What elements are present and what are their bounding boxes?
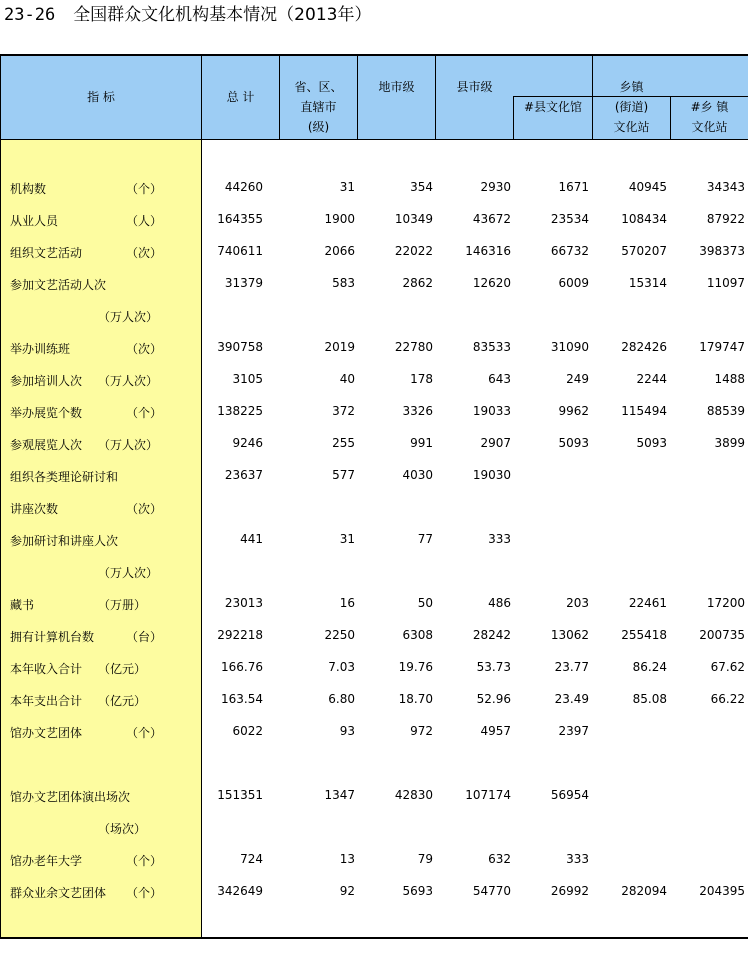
row-unit: （亿元） [98, 694, 147, 708]
cell-value: 991 [410, 436, 433, 450]
table-row [0, 172, 748, 204]
row-label: 本年支出合计 [10, 694, 83, 708]
row-unit: （场次） [98, 822, 147, 836]
cell-value: 282426 [621, 340, 667, 354]
table-row [0, 876, 748, 908]
cell-value: 2862 [402, 276, 433, 290]
table-row [0, 428, 748, 460]
header-county: 县市级 [456, 80, 493, 94]
cell-value: 740611 [217, 244, 263, 258]
cell-value: 354 [410, 180, 433, 194]
bottom-border [0, 937, 748, 939]
cell-value: 83533 [472, 340, 511, 354]
cell-value: 66732 [550, 244, 589, 258]
cell-value: 53.73 [476, 660, 511, 674]
cell-value: 40945 [628, 180, 667, 194]
cell-value: 87922 [706, 212, 745, 226]
cell-value: 164355 [217, 212, 263, 226]
cell-value: 4957 [480, 724, 511, 738]
cell-value: 138225 [217, 404, 263, 418]
row-unit: （个） [126, 406, 163, 420]
cell-value: 2907 [480, 436, 511, 450]
cell-value: 972 [410, 724, 433, 738]
cell-value: 19030 [472, 468, 511, 482]
row-unit: （人） [126, 214, 163, 228]
row-unit: （万人次） [98, 310, 159, 324]
cell-value: 93 [339, 724, 355, 738]
page-title [4, 4, 371, 26]
cell-value: 9246 [232, 436, 263, 450]
row-label: 本年收入合计 [10, 662, 83, 676]
table-row [0, 204, 748, 236]
table-row [0, 492, 748, 524]
cell-value: 9962 [558, 404, 589, 418]
cell-value: 31379 [224, 276, 263, 290]
cell-value: 3105 [232, 372, 263, 386]
cell-value: 6308 [402, 628, 433, 642]
row-label: 参加研讨和讲座人次 [10, 534, 119, 548]
cell-value: 79 [417, 852, 433, 866]
cell-value: 15314 [628, 276, 667, 290]
cell-value: 632 [488, 852, 511, 866]
cell-value: 1900 [324, 212, 355, 226]
cell-value: 11097 [706, 276, 745, 290]
cell-value: 86.24 [632, 660, 667, 674]
row-label: 讲座次数 [10, 502, 59, 516]
cell-value: 282094 [621, 884, 667, 898]
cell-value: 28242 [472, 628, 511, 642]
row-label: 馆办老年大学 [10, 854, 83, 868]
cell-value: 6022 [232, 724, 263, 738]
table-row [0, 396, 748, 428]
cell-value: 179747 [699, 340, 745, 354]
cell-value: 22780 [394, 340, 433, 354]
cell-value: 52.96 [476, 692, 511, 706]
cell-value: 2066 [324, 244, 355, 258]
cell-value: 13 [339, 852, 355, 866]
row-label: 参加培训人次 [10, 374, 83, 388]
table-row [0, 300, 748, 332]
cell-value: 333 [488, 532, 511, 546]
cell-value: 2397 [558, 724, 589, 738]
cell-value: 570207 [621, 244, 667, 258]
cell-value: 23.77 [554, 660, 589, 674]
row-label: 举办展览个数 [10, 406, 83, 420]
cell-value: 255418 [621, 628, 667, 642]
cell-value: 486 [488, 596, 511, 610]
cell-value: 292218 [217, 628, 263, 642]
cell-value: 26992 [550, 884, 589, 898]
cell-value: 50 [417, 596, 433, 610]
row-unit: （个） [126, 886, 163, 900]
table-row [0, 620, 748, 652]
table-row [0, 268, 748, 300]
row-label: 组织各类理论研讨和 [10, 470, 119, 484]
row-unit: （个） [126, 182, 163, 196]
table-row [0, 364, 748, 396]
cell-value: 13062 [550, 628, 589, 642]
cell-value: 85.08 [632, 692, 667, 706]
cell-value: 3326 [402, 404, 433, 418]
header-total: 总 计 [226, 90, 255, 104]
row-unit: （万人次） [98, 374, 159, 388]
table-title: 全国群众文化机构基本情况（2013年） [73, 5, 372, 25]
row-label: 馆办文艺团体 [10, 726, 83, 740]
top-border [0, 54, 748, 56]
cell-value: 92 [339, 884, 355, 898]
header-county-hall: #县文化馆 [523, 100, 583, 114]
row-label: 参加文艺活动人次 [10, 278, 107, 292]
cell-value: 6.80 [328, 692, 355, 706]
cell-value: 2019 [324, 340, 355, 354]
cell-value: 23.49 [554, 692, 589, 706]
cell-value: 200735 [699, 628, 745, 642]
cell-value: 42830 [394, 788, 433, 802]
cell-value: 1488 [714, 372, 745, 386]
cell-value: 56954 [550, 788, 589, 802]
cell-value: 146316 [465, 244, 511, 258]
cell-value: 166.76 [221, 660, 263, 674]
cell-value: 19.76 [398, 660, 433, 674]
row-unit: （次） [126, 246, 163, 260]
row-unit: （次） [126, 342, 163, 356]
cell-value: 1671 [558, 180, 589, 194]
cell-value: 108434 [621, 212, 667, 226]
cell-value: 2930 [480, 180, 511, 194]
cell-value: 77 [417, 532, 433, 546]
col-divider-3 [435, 55, 436, 139]
cell-value: 34343 [706, 180, 745, 194]
cell-value: 16 [339, 596, 355, 610]
cell-value: 398373 [699, 244, 745, 258]
cell-value: 17200 [706, 596, 745, 610]
cell-value: 31 [339, 532, 355, 546]
cell-value: 1347 [324, 788, 355, 802]
cell-value: 19033 [472, 404, 511, 418]
cell-value: 43672 [472, 212, 511, 226]
row-label: 举办训练班 [10, 342, 71, 356]
cell-value: 66.22 [710, 692, 745, 706]
header-township-station: #乡 镇 文化站 [690, 100, 729, 134]
cell-value: 163.54 [221, 692, 263, 706]
table-row [0, 652, 748, 684]
cell-value: 203 [566, 596, 589, 610]
header-city: 地市级 [378, 80, 415, 94]
header-township: (街道) 文化站 [613, 100, 650, 134]
cell-value: 23534 [550, 212, 589, 226]
row-unit: （个） [126, 726, 163, 740]
cell-value: 2250 [324, 628, 355, 642]
row-unit: （台） [126, 630, 163, 644]
cell-value: 724 [240, 852, 263, 866]
cell-value: 3899 [714, 436, 745, 450]
header-province: 省、区、 直辖市 (级) [294, 80, 343, 134]
cell-value: 88539 [706, 404, 745, 418]
row-unit: （万册） [98, 598, 147, 612]
cell-value: 6009 [558, 276, 589, 290]
table-row [0, 780, 748, 812]
row-label: 群众业余文艺团体 [10, 886, 107, 900]
table-row [0, 684, 748, 716]
cell-value: 23013 [224, 596, 263, 610]
row-label: 组织文艺活动 [10, 246, 83, 260]
row-label: 拥有计算机台数 [10, 630, 95, 644]
cell-value: 67.62 [710, 660, 745, 674]
col-divider-2 [357, 55, 358, 139]
cell-value: 23637 [224, 468, 263, 482]
cell-value: 107174 [465, 788, 511, 802]
cell-value: 333 [566, 852, 589, 866]
row-label: 藏书 [10, 598, 35, 612]
row-label: 馆办文艺团体演出场次 [10, 790, 131, 804]
table-row [0, 588, 748, 620]
cell-value: 577 [332, 468, 355, 482]
table-row [0, 844, 748, 876]
row-label: 机构数 [10, 182, 47, 196]
cell-value: 583 [332, 276, 355, 290]
header-bottom-border [0, 139, 748, 140]
cell-value: 5093 [558, 436, 589, 450]
cell-value: 115494 [621, 404, 667, 418]
cell-value: 22461 [628, 596, 667, 610]
table-row [0, 556, 748, 588]
cell-value: 441 [240, 532, 263, 546]
row-unit: （亿元） [98, 662, 147, 676]
row-label: 从业人员 [10, 214, 59, 228]
cell-value: 372 [332, 404, 355, 418]
header-township-top: 乡镇 [619, 80, 644, 94]
cell-value: 12620 [472, 276, 511, 290]
table-row [0, 524, 748, 556]
cell-value: 4030 [402, 468, 433, 482]
cell-value: 643 [488, 372, 511, 386]
cell-value: 18.70 [398, 692, 433, 706]
cell-value: 7.03 [328, 660, 355, 674]
row-label: 参观展览人次 [10, 438, 83, 452]
row-unit: （个） [126, 854, 163, 868]
cell-value: 10349 [394, 212, 433, 226]
cell-value: 178 [410, 372, 433, 386]
cell-value: 2244 [636, 372, 667, 386]
table-row [0, 748, 748, 780]
cell-value: 5093 [636, 436, 667, 450]
cell-value: 249 [566, 372, 589, 386]
table-row [0, 812, 748, 844]
table-row [0, 716, 748, 748]
cell-value: 151351 [217, 788, 263, 802]
table-row [0, 332, 748, 364]
cell-value: 54770 [472, 884, 511, 898]
row-unit: （万人次） [98, 438, 159, 452]
cell-value: 5693 [402, 884, 433, 898]
table-row [0, 460, 748, 492]
cell-value: 40 [339, 372, 355, 386]
header-indicator: 指 标 [87, 90, 115, 104]
table-number: 23-26 [4, 5, 56, 25]
cell-value: 255 [332, 436, 355, 450]
cell-value: 44260 [224, 180, 263, 194]
cell-value: 342649 [217, 884, 263, 898]
cell-value: 390758 [217, 340, 263, 354]
cell-value: 204395 [699, 884, 745, 898]
table-row [0, 236, 748, 268]
cell-value: 31 [339, 180, 355, 194]
row-unit: （次） [126, 502, 163, 516]
cell-value: 22022 [394, 244, 433, 258]
row-unit: （万人次） [98, 566, 159, 580]
cell-value: 31090 [550, 340, 589, 354]
